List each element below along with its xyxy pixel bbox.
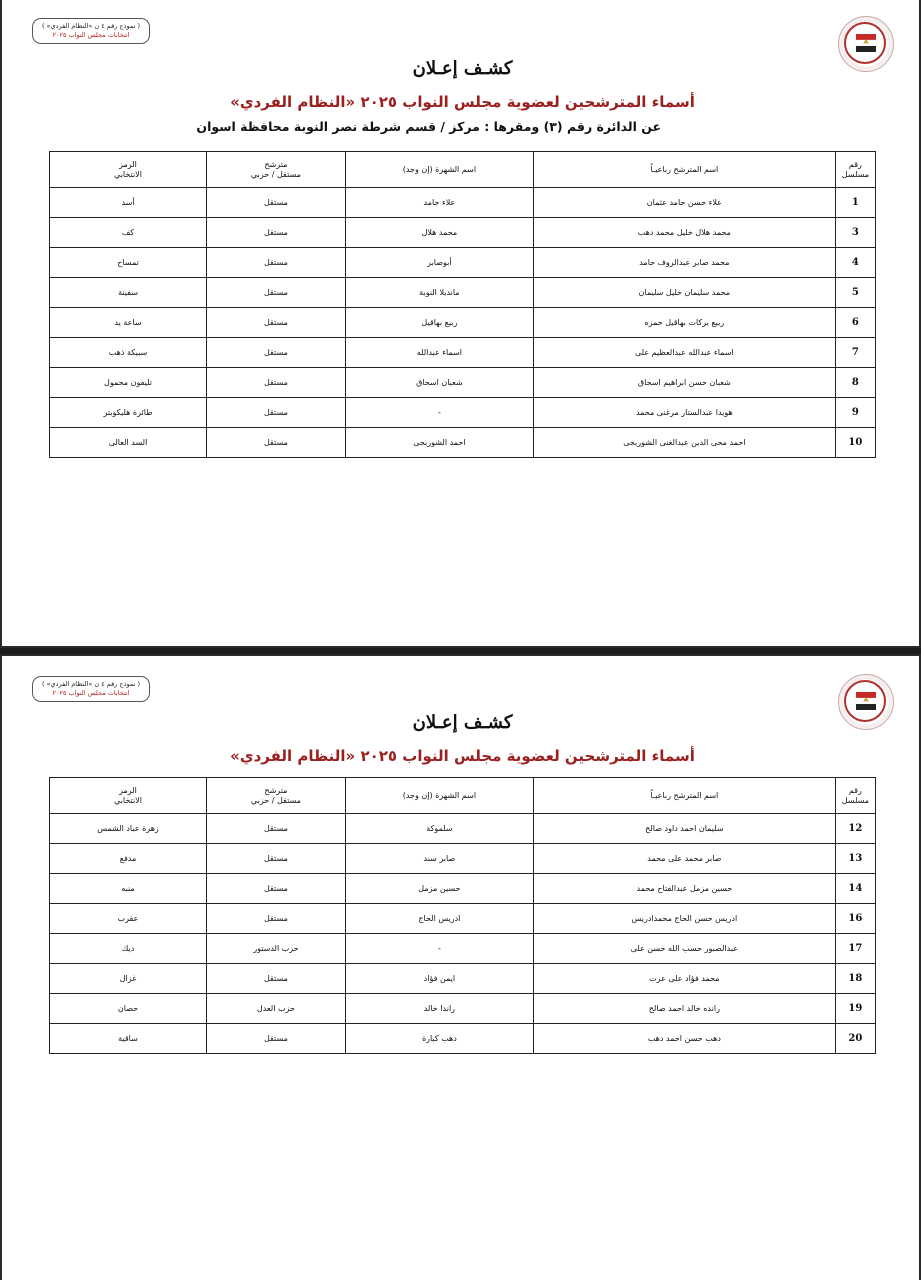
cell-fame-name: ايمن فؤاد xyxy=(345,964,533,994)
cell-fame-name: محمد هلال xyxy=(345,218,533,248)
cell-candidate-name: اسماء عبدالله عبدالعظيم على xyxy=(533,338,835,368)
cell-candidate-type: مستقل xyxy=(207,398,346,428)
page-title: كشـف إعـلان xyxy=(412,58,513,79)
cell-election-symbol: سفينة xyxy=(50,278,207,308)
cell-serial: 17 xyxy=(835,934,875,964)
cell-serial: 4 xyxy=(835,248,875,278)
cell-election-symbol: ساقية xyxy=(50,1024,207,1054)
table-row xyxy=(50,248,876,278)
cell-fame-name: - xyxy=(345,934,533,964)
table-row xyxy=(50,964,876,994)
header-fame: اسم الشهرة (إن وجد) xyxy=(345,152,533,188)
table-row xyxy=(50,934,876,964)
header-symbol: الرمز الانتخابي xyxy=(50,152,207,188)
cell-candidate-name: عبدالصبور حسب الله حسن على xyxy=(533,934,835,964)
cell-election-symbol: تمساح xyxy=(50,248,207,278)
cell-election-symbol: السد العالى xyxy=(50,428,207,458)
cell-candidate-name: رانده خالد احمد صالح xyxy=(533,994,835,1024)
header-fame: اسم الشهرة (إن وجد) xyxy=(345,778,533,814)
cell-serial: 18 xyxy=(835,964,875,994)
cell-candidate-name: سليمان احمد داود صالح xyxy=(533,814,835,844)
cell-fame-name: دهب كبارة xyxy=(345,1024,533,1054)
cell-candidate-name: محمد صابر عبدالروف حامد xyxy=(533,248,835,278)
cell-fame-name: اسماء عبدالله xyxy=(345,338,533,368)
form-number-box xyxy=(32,676,150,702)
cell-candidate-name: ربيع بركات بهاقيل حمزه xyxy=(533,308,835,338)
cell-election-symbol: سبيكة ذهب xyxy=(50,338,207,368)
cell-candidate-type: مستقل xyxy=(207,218,346,248)
cell-candidate-type: مستقل xyxy=(207,368,346,398)
cell-candidate-name: دهب حسن احمد دهب xyxy=(533,1024,835,1054)
cell-candidate-name: صابر محمد على محمد xyxy=(533,844,835,874)
table-row xyxy=(50,1024,876,1054)
page-subtitle: أسماء المترشحين لعضوية مجلس النواب ٢٠٢٥ «النظام الفردي» xyxy=(230,747,695,765)
form-label: ( نموذج رقم ٤ ن «النظام الفردي» ) xyxy=(41,680,141,688)
cell-fame-name: سلموكة xyxy=(345,814,533,844)
cell-election-symbol: عقرب xyxy=(50,904,207,934)
cell-candidate-name: ادريس حسن الحاج محمدادريس xyxy=(533,904,835,934)
cell-candidate-name: محمد فؤاد على عزت xyxy=(533,964,835,994)
table-row xyxy=(50,338,876,368)
cell-fame-name: ادريس الحاج xyxy=(345,904,533,934)
district-line: عن الدائرة رقم (٣) ومقرها : مركز / قسم شرطة نصر النوبة محافظة اسوان xyxy=(196,119,661,134)
form-label: ( نموذج رقم ٤ ن «النظام الفردي» ) xyxy=(41,22,141,30)
cell-election-symbol: غزال xyxy=(50,964,207,994)
cell-fame-name: أبوصابر xyxy=(345,248,533,278)
page-subtitle: أسماء المترشحين لعضوية مجلس النواب ٢٠٢٥ «النظام الفردي» xyxy=(230,93,695,111)
cell-election-symbol: حصان xyxy=(50,994,207,1024)
cell-serial: 16 xyxy=(835,904,875,934)
cell-candidate-type: مستقل xyxy=(207,248,346,278)
table-row xyxy=(50,218,876,248)
cell-candidate-name: علاء حسن حامد عثمان xyxy=(533,188,835,218)
header-name: اسم المترشح رباعيـاً xyxy=(533,152,835,188)
table-row xyxy=(50,844,876,874)
table-row xyxy=(50,368,876,398)
announcement-page-2 xyxy=(0,654,921,1280)
form-number-box xyxy=(32,18,150,44)
cell-candidate-type: حزب الدستور xyxy=(207,934,346,964)
cell-fame-name: شعبان اسحاق xyxy=(345,368,533,398)
table-row xyxy=(50,814,876,844)
table-row xyxy=(50,994,876,1024)
cell-election-symbol: مدفع xyxy=(50,844,207,874)
candidates-table xyxy=(49,777,876,1054)
cell-candidate-name: شعبان حسن ابراهيم اسحاق xyxy=(533,368,835,398)
cell-candidate-type: مستقل xyxy=(207,278,346,308)
cell-election-symbol: كف xyxy=(50,218,207,248)
header-serial: رقم مسلسل xyxy=(835,152,875,188)
cell-candidate-name: محمد هلال خليل محمد دهب xyxy=(533,218,835,248)
header-symbol: الرمز الانتخابي xyxy=(50,778,207,814)
table-header-row xyxy=(50,152,876,188)
cell-election-symbol: أسد xyxy=(50,188,207,218)
table-row xyxy=(50,308,876,338)
cell-serial: 8 xyxy=(835,368,875,398)
cell-serial: 9 xyxy=(835,398,875,428)
header-name: اسم المترشح رباعيـاً xyxy=(533,778,835,814)
cell-serial: 10 xyxy=(835,428,875,458)
cell-candidate-type: مستقل xyxy=(207,814,346,844)
cell-candidate-type: مستقل xyxy=(207,338,346,368)
cell-election-symbol: تليفون محمول xyxy=(50,368,207,398)
cell-serial: 3 xyxy=(835,218,875,248)
cell-candidate-name: محمد سليمان خليل سليمان xyxy=(533,278,835,308)
cell-candidate-type: حزب العدل xyxy=(207,994,346,1024)
cell-election-symbol: زهرة عباد الشمس xyxy=(50,814,207,844)
cell-serial: 1 xyxy=(835,188,875,218)
table-row xyxy=(50,874,876,904)
table-row xyxy=(50,428,876,458)
cell-fame-name: حسين مزمل xyxy=(345,874,533,904)
cell-fame-name: احمد الشوربجى xyxy=(345,428,533,458)
table-header-row xyxy=(50,778,876,814)
cell-serial: 14 xyxy=(835,874,875,904)
header-type: مترشح مستقل / حزبي xyxy=(207,152,346,188)
table-row xyxy=(50,278,876,308)
cell-candidate-name: هويدا عبدالستار مرغنى محمد xyxy=(533,398,835,428)
cell-election-symbol: طائرة هليكوبتر xyxy=(50,398,207,428)
table-row xyxy=(50,188,876,218)
election-label: انتخابات مجلس النواب ٢٠٢٥ xyxy=(52,689,130,697)
candidates-table xyxy=(49,151,876,458)
cell-candidate-type: مستقل xyxy=(207,428,346,458)
page-title: كشـف إعـلان xyxy=(412,712,513,733)
cell-candidate-type: مستقل xyxy=(207,1024,346,1054)
cell-election-symbol: ساعة يد xyxy=(50,308,207,338)
header-serial: رقم مسلسل xyxy=(835,778,875,814)
cell-candidate-type: مستقل xyxy=(207,188,346,218)
table-row xyxy=(50,904,876,934)
cell-serial: 7 xyxy=(835,338,875,368)
cell-fame-name: - xyxy=(345,398,533,428)
cell-fame-name: صابر سند xyxy=(345,844,533,874)
cell-serial: 5 xyxy=(835,278,875,308)
cell-fame-name: ربيع بهاقيل xyxy=(345,308,533,338)
cell-candidate-name: حسين مزمل عبدالفتاح محمد xyxy=(533,874,835,904)
cell-fame-name: علاء حامد xyxy=(345,188,533,218)
cell-serial: 13 xyxy=(835,844,875,874)
cell-serial: 19 xyxy=(835,994,875,1024)
cell-candidate-type: مستقل xyxy=(207,874,346,904)
header-type: مترشح مستقل / حزبي xyxy=(207,778,346,814)
cell-serial: 20 xyxy=(835,1024,875,1054)
cell-candidate-type: مستقل xyxy=(207,904,346,934)
cell-candidate-name: احمد محى الدين عبدالغنى الشوربجى xyxy=(533,428,835,458)
cell-candidate-type: مستقل xyxy=(207,844,346,874)
cell-serial: 12 xyxy=(835,814,875,844)
cell-fame-name: راندا خالد xyxy=(345,994,533,1024)
cell-candidate-type: مستقل xyxy=(207,308,346,338)
cell-candidate-type: مستقل xyxy=(207,964,346,994)
cell-serial: 6 xyxy=(835,308,875,338)
cell-fame-name: مانديلا النوبة xyxy=(345,278,533,308)
cell-election-symbol: منبه xyxy=(50,874,207,904)
table-row xyxy=(50,398,876,428)
election-label: انتخابات مجلس النواب ٢٠٢٥ xyxy=(52,31,130,39)
cell-election-symbol: ديك xyxy=(50,934,207,964)
